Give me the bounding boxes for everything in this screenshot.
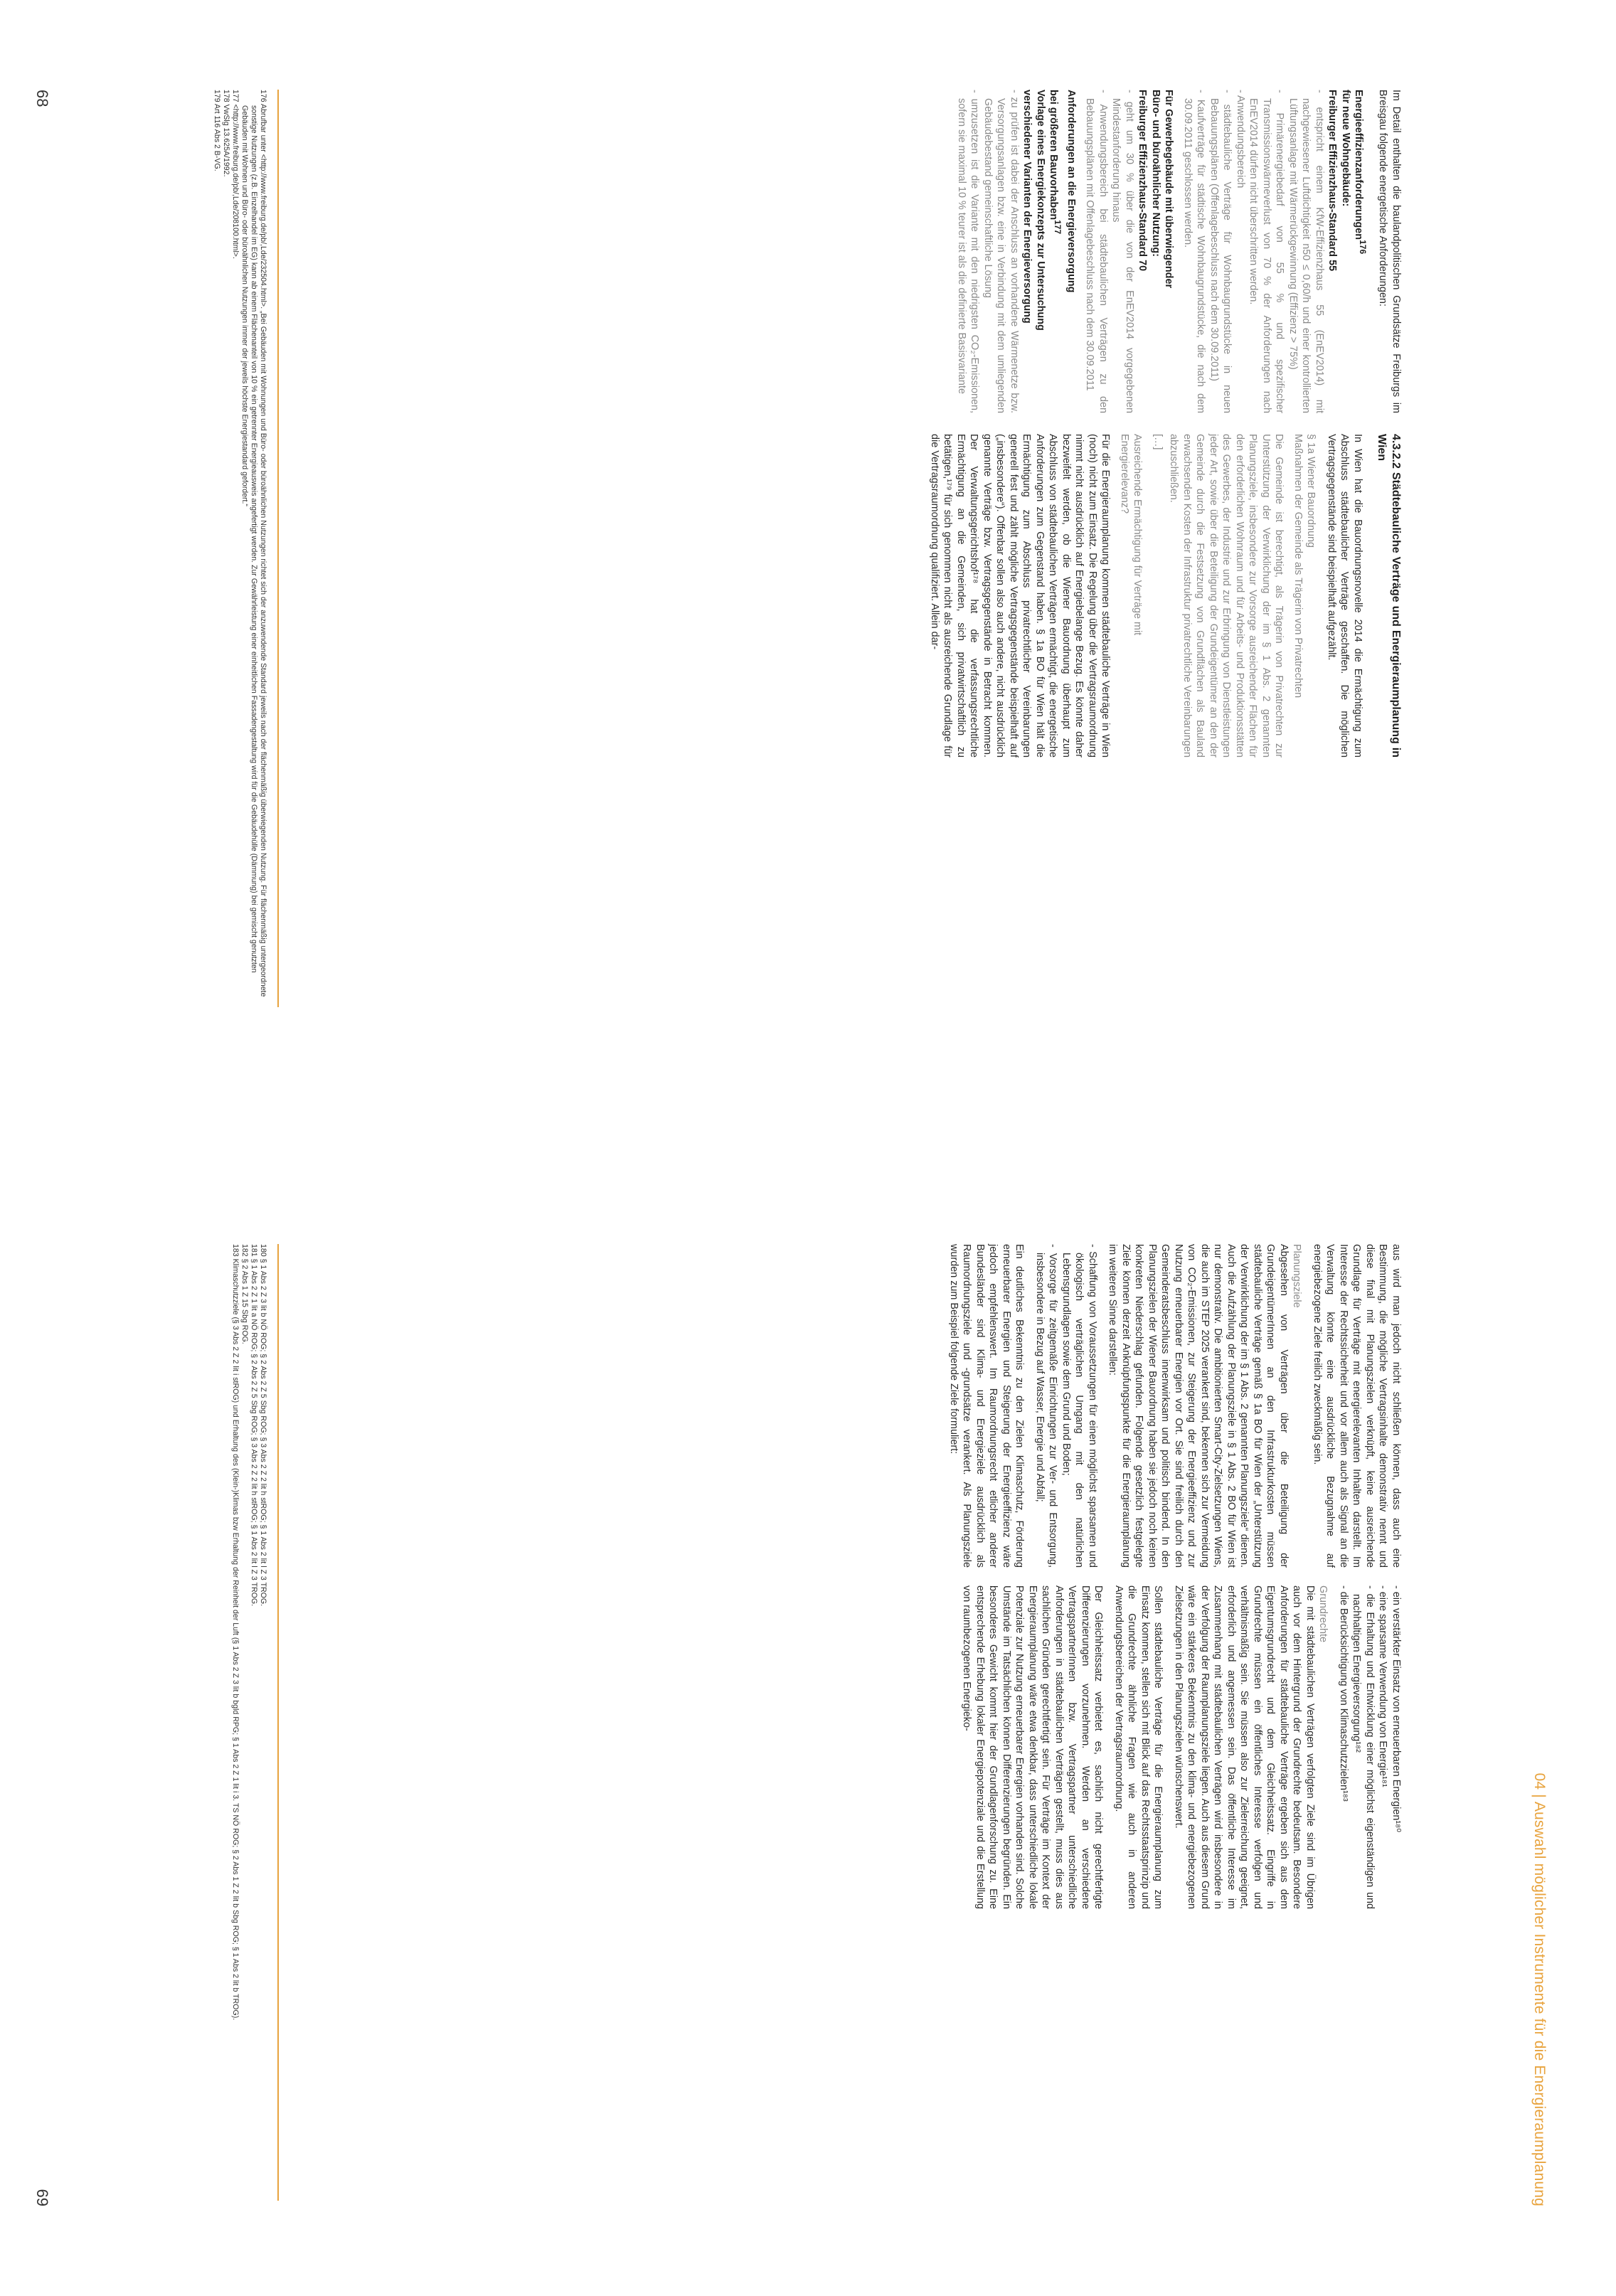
paragraph: Abgesehen von Verträgen über die Beteiligung der GrundeigentümerInnen an den Infrastrukturkosten müssen städtebauliche Verträge gemäß § 1a BO für Wien der „Unterstützung der Verwirklichung der im § 1 Abs. 2 genannten Planungsziele“ dienen. Auch die Aufzählung der Planungsziele in § 1 Abs. 2 BO für Wien ist nur demonstrativ. Die ambitionierten Smart-City-Zielsetzungen Wiens, die auch im STEP 2025 verankert sind, bekennen sich zur Vermeidung von CO₂-Emissionen, zur Steigerung der Energieeffizienz und zur Nutzung erneuerbarer Energien vor Ort. Sie sind freilich durch den Gemeinderatsbeschluss innenwirksam und politisch bindend. In den Planungszielen der Wiener Bauordnung haben sie jedoch noch keinen konkreten Niederschlag gefunden. Folgende gesetzlich festgelegte Ziele können derzeit Anknüpfungspunkte für die Energieraumplanung im weiteren Sinne darstellen:: [1107, 1244, 1290, 1568]
footnote-rule: [277, 1244, 279, 2201]
legal-quote: Die Gemeinde ist berechtigt, als Trägerin von Privatrechten zur Unterstützung der Verwirklichung der im § 1 Abs. 2 genannten Planungsziele, insbesondere zur Vorsorge ausreichender Flächen für den erforderlichen Wohnraum und für Arbeits- und Produktionsstätten des Gewerbes, der Industrie und zur Erbringung von Dienstleistungen jeder Art, sowie über die Beteiligung der Grundeigentümer an den der Gemeinde durch die Festsetzung von Grundflächen als Bauland erwachsenden Kosten der Infrastruktur privatrechtliche Vereinbarungen abzuschließen.: [1168, 434, 1285, 758]
paragraph: Der Gleichheitssatz verbietet es, sachlich nicht gerechtfertigte Differenzierungen vorzunehmen. Werden an verschiedene VertragspartnerInnen bzw. Vertragspartner unterschiedliche Anforderungen in städtebaulichen Verträgen gestellt, muss dies aus sachlichen Gründen gerechtfertigt sein. Für Verträge im Kontext der Energieraumplanung wäre etwa denkbar, dass unterschiedliche lokale Potenziale zur Nutzung erneuerbarer Energien vorhanden sind. Solche Umstände im Tatsächlichen können Differenzierungen begründen. Ein besonderes Gewicht kommt hier der Grundlagenforschung zu. Eine entsprechende Erhebung lokaler Energiepotenziale und die Erstellung von raumbezogenen Energieko-: [961, 1585, 1105, 1909]
heading-energy-efficiency-text: Energieeffizienzanforderungen: [1353, 90, 1365, 240]
list-item: - eine sparsame Verwendung von Energie¹⁸¹: [1377, 1585, 1389, 1787]
list-item: - Anwendungsbereich: [1234, 90, 1246, 188]
footnote-177: 177 <http://www.freiburg.de/pb/,Lde/208100.html>.: [231, 90, 240, 259]
list-item: - Anwendungsbereich bei städtebaulichen Verträgen zu den Bebauungsplänen mit Offenlagebeschluss nach dem 30.09.2011: [1084, 90, 1109, 413]
list-item: - Kaufverträge für städtische Wohnbaugrundstücke, die nach dem 30.09.2011 geschlossen werden.: [1181, 90, 1207, 413]
list-item: - Vorsorge für zeitgemäße Einrichtungen zur Ver- und Entsorgung, insbesondere in Bezug auf Wasser, Energie und Abfall;: [1034, 1244, 1059, 1568]
page-number-right: 69: [33, 2189, 51, 2206]
subheading-fundamental-rights: Grundrechte: [1317, 1585, 1329, 1642]
paragraph: Ein deutliches Bekenntnis zu den Zielen Klimaschutz, Förderung erneuerbarer Energien und Steigerung der Energieeffizienz wäre jedoch empfehlenswert. Im Raumordnungsrecht etlicher anderer Bundesländer sind Klima- und Energieziele ausdrücklich als Raumordnungsziele und -grundsätze verankert. Als Planungsziele wurden zum Beispiel folgende Ziele formuliert:: [948, 1244, 1026, 1568]
list-item: - entspricht einem KfW-Effizienzhaus 55 (EnEV2014) mit nachgewiesener Luftdichtigkeit n50 ≤ 0,60/h und einer kontrollierten Lüftungsanlage mit Wärmerückgewinnung (Effizienz > 75%): [1287, 90, 1325, 413]
left-page-column-1: [955, 90, 1403, 413]
list-item: - städtebauliche Verträge für Wohnbaugrundstücke in neuen Bebauungsplänen (Offenlagebeschluss nach dem 30.09.2011): [1208, 90, 1233, 413]
footnote-ref-176: 176: [1358, 240, 1368, 255]
list-item: - zu prüfen ist dabei der Anschluss an vorhandene Wärmenetze bzw. Versorgungsanlagen bzw. eine in Verbindung mit dem umliegenden Gebäudebestand gemeinschaftliche Lösung: [982, 90, 1020, 413]
subheading-authorization-2: Energierelevanz?: [1119, 434, 1130, 514]
climate-goals-list: [1337, 1585, 1403, 1909]
paragraph: Die mit städtebaulichen Verträgen verfolgten Ziele sind im Übrigen auch vor dem Hintergrund der Grundrechte bedeutsam. Besondere Anforderungen für städtebauliche Verträge ergeben sich aus dem Eigentumsgrundrecht und dem Gleichheitssatz. Eingriffe in Grundrechte müssen ein öffentliches Interesse verfolgen und verhältnismäßig sein. Sie müssen also zur Zielerreichung geeignet, erforderlich und angemessen sein. Das öffentliche Interesse im Zusammenhang mit städtebaulichen Verträgen wird insbesondere in der Verfolgung der Raumplanungsziele liegen. Auch aus diesem Grund wäre ein stärkeres Bekenntnis zu den klima- und energiebezogenen Zielsetzungen in den Planungszielen wünschenswert.: [1173, 1585, 1316, 1909]
list-item: - die Berücksichtigung von Klimaschutzzielen¹⁸³: [1338, 1585, 1349, 1802]
right-page-column-1: [940, 1244, 1403, 1568]
list-item: - Primärenergiebedarf von 55 % und spezifischer Transmissionswärmeverlust von 70 % der Anforderungen nach EnEV2014 dürfen nicht überschritten werden.: [1248, 90, 1286, 413]
paragraph: aus wird man jedoch nicht schließen können, dass auch eine Bestimmung, die mögliche Vertragsinhalte demonstrativ nennt und diese final mit Planungszielen verknüpft, keine ausreichende Grundlage für Verträge mit energierelevanten Inhalten darstellt. Im Interesse der Rechtssicherheit und vor allem auch als Signal an die Verwaltung könnte eine ausdrückliche Bezugnahme auf energiebezogene Ziele freilich zweckmäßig sein.: [1312, 1244, 1402, 1568]
quote-title-1: § 1a Wiener Bauordnung: [1305, 434, 1317, 548]
heading-energy-supply-2-text: bei größeren Bauvorhaben: [1048, 90, 1060, 220]
list-item: - ein verstärkter Einsatz von erneuerbaren Energien¹⁸⁰: [1391, 1585, 1402, 1832]
footnote-178: 178 VwSlg 13.625A/1992.: [222, 90, 230, 177]
heading-residential: für neue Wohngebäude:: [1339, 90, 1351, 207]
heading-energy-supply-1: Anforderungen an die Energieversorgung: [1065, 90, 1077, 293]
paragraph: In Wien hat die Bauordnungsnovelle 2014 die Ermächtigung zum Abschluss städtebaulicher Verträge geschaffen. Die möglichen Vertragsgegenstände sind beispielhaft aufgezählt.: [1326, 434, 1364, 758]
heading-energy-supply-2: [1047, 90, 1064, 413]
list-item: - umzusetzen ist die Variante mit den niedrigsten CO₂-Emissionen, sofern sie maximal 10 % teurer ist als die definierte Basisvariante: [955, 90, 981, 413]
subheading-authorization-1: Ausreichende Ermächtigung für Verträge mit: [1132, 434, 1144, 636]
subheading-planning-goals: Planungsziele: [1291, 1244, 1303, 1308]
planning-goals-list: [1033, 1244, 1100, 1568]
section-heading-4-3-2-2: 4.3.2.2 Städtebauliche Verträge und Energieraumplanung in Wien: [1376, 434, 1402, 758]
list-item: - geht um 30 % über die von der EnEV2014 vorgegebenen Mindestanforderung hinaus: [1110, 90, 1135, 413]
footnote-181: 181 § 1 Abs 2 Z 1 lit a NÖ ROG; § 2 Abs 2 Z 5 Sbg ROG; § 3 Abs 2 Z 2 lit h stROG; § 1 Abs 2 lit l Z 3 TROG.: [250, 1244, 258, 1607]
heading-energy-concept-1: Vorlage eines Energiekonzepts zur Untersuchung: [1034, 90, 1046, 331]
footnote-183: 183 Klimaschutzziele (§ 3 Abs 2 Z 2 lit i stROG) und Erhaltung des (Klein-)Klimas bzw Erhaltung der Reinheit der Luft (§ 1 Abs 2 Z 3 lit b bgld RPG; § 1 Abs 2 Z 1 lit i 3. TS NÖ ROG; § 2 Abs 1 Z 2 lit b Sbg ROG; § 1 Abs 2 lit b TROG).: [231, 1244, 240, 2021]
footnotes-right: [230, 1244, 267, 2201]
intro-paragraph: Im Detail enthalten die baulandpolitischen Grundsätze Freiburgs im Breisgau folgende energetische Anforderungen:: [1377, 90, 1402, 413]
heading-commercial-1: Für Gewerbegebäude mit überwiegender: [1163, 90, 1175, 289]
energy-concept-list: [955, 90, 1021, 413]
page-number-left: 68: [33, 90, 51, 107]
standard-70-list: [1083, 90, 1136, 413]
paragraph: Sollen städtebauliche Verträge für die Energieraumplanung zum Einsatz kommen, stellen sich mit Blick auf das Rechtsstaatsprinzip und die Grundrechte ähnliche Fragen wie auch in anderen Anwendungsbereichen der Vertragsraumordnung.: [1113, 1585, 1164, 1909]
heading-standard-70: Freiburger Effizienzhaus-Standard 70: [1137, 90, 1149, 272]
quote-title-2: Maßnahmen der Gemeinde als Trägerin von Privatrechten: [1292, 434, 1304, 698]
list-item: - Schaffung von Voraussetzungen für einen möglichst sparsamen und ökologisch verträglichen Umgang mit den natürlichen Lebensgrundlagen sowie dem Grund und Boden;: [1060, 1244, 1098, 1568]
right-page-column-2: [953, 1585, 1403, 1909]
heading-energy-concept-2: verschiedener Varianten der Energieversorgung: [1021, 90, 1033, 324]
left-page-column-2: [921, 434, 1403, 758]
footnote-rule: [277, 90, 279, 1007]
heading-standard-55: Freiburger Effizienzhaus-Standard 55: [1327, 90, 1339, 272]
heading-energy-efficiency: [1352, 90, 1369, 413]
footnote-176: 176 Abrufbar unter <http://www.freiburg.de/pb/,Lde/232504.html>. „Bei Gebäuden mit Wohnungen und Büro- oder büroähnlichen Nutzungen richtet sich der anzuwendende Standard jeweils nach der flächenmäßig überwiegenden Nutzung. Für flächenmäßig untergeordnete sonstige Nutzungen (z.B. Einzelhandel im EG) kann ab einem Flächenanteil von 10 % ein getrennter Energieausweis angefertigt werden. Zur Gewährleistung einer einheitlichen Fassadengestaltung wird für die Gebäudehülle (Dämmung) bei gemischt genutzten Gebäuden mit Wohnen und Büro- oder büroähnlichen Nutzungen immer der jeweils höchste Energiestandard gefordert.“: [240, 90, 267, 997]
running-head: 04 | Auswahl möglicher Instrumente für die Energieraumplanung: [1531, 1773, 1548, 2206]
footnote-179: 179 Art 116 Abs 2 B-VG.: [213, 90, 221, 171]
footnotes-left: [212, 90, 267, 1007]
right-page: [0, 1148, 1616, 2296]
heading-commercial-2: Büro- und büroähnlicher Nutzung:: [1149, 90, 1162, 257]
list-item: - die Erhaltung und Entwicklung einer möglichst eigenständigen und nachhaltigen Energieversorgung¹⁸²: [1351, 1585, 1376, 1909]
footnote-182: 182 § 2 Abs 1 Z 15 Sbg ROG.: [240, 1244, 249, 1344]
footnote-180: 180 § 1 Abs 2 Z 3 lit b NÖ ROG; § 2 Abs 2 Z 5 Sbg ROG; § 3 Abs 2 Z 2 lit h stROG; § 1 Abs 2 lit l Z 3 TROG.: [259, 1244, 267, 1607]
footnote-ref-177: 177: [1053, 220, 1063, 235]
quote-ellipsis: […]: [1152, 434, 1164, 450]
standard-55-list: [1181, 90, 1326, 413]
paragraph: Für die Energieraumplanung kommen städtebauliche Verträge in Wien (noch) nicht zum Einsatz. Die Regelung über die Vertragsraumordnung nimmt nicht ausdrücklich auf Energiebelange Bezug. Es könnte daher bezweifelt werden, ob die Wiener Bauordnung überhaupt zum Abschluss von städtebaulichen Verträgen ermächtigt, die energetische Anforderungen zum Gegenstand haben. § 1a BO für Wien hält die Ermächtigung zum Abschluss privatrechtlicher Vereinbarungen generell fest und zählt mögliche Vertragsgegenstände beispielhaft auf („insbesondere“). Offenbar sollen also auch andere, nicht ausdrücklich genannte Verträge bzw. Vertragsgegenstände in Betracht kommen. Der Verwaltungsgerichtshof¹⁷⁸ hat die verfassungsrechtliche Ermächtigung an die Gemeinden, sich privatwirtschaftlich zu betätigen,¹⁷⁹ für sich genommen nicht als ausreichende Grundlage für die Vertragsraumordnung qualifiziert. Allein dar-: [929, 434, 1112, 758]
